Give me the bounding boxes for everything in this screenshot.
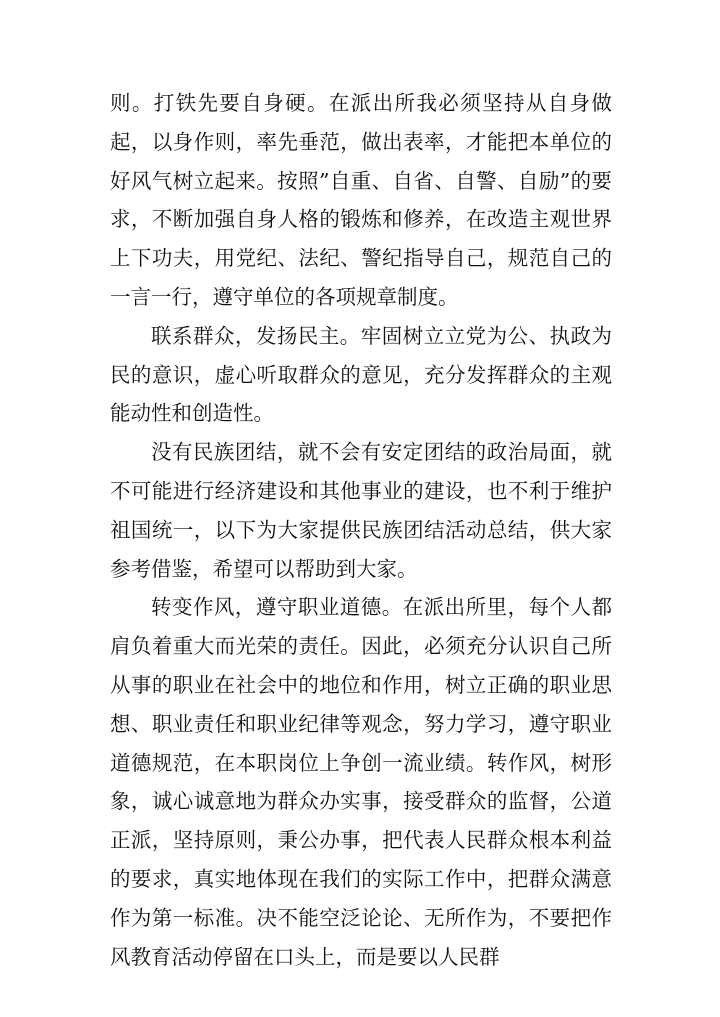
document-page [110, 84, 612, 976]
paragraph-4: 转变作风，遵守职业道德。在派出所里，每个人都肩负着重大而光荣的责任。因此，必须充分认识自己所从事的职业在社会中的地位和作用，树立正确的职业思想、职业责任和职业纪律等观念，努力学习，遵守职业道德规范，在本职岗位上争创一流业绩。转作风，树形象，诚心诚意地为群众办实事，接受群众的监督，公道正派，坚持原则，秉公办事，把代表人民群众根本利益的要求，真实地体现在我们的实际工作中，把群众满意作为第一标准。决不能空泛论论、无所作为，不要把作风教育活动停留在口头上，而是要以人民群 [110, 595, 612, 969]
paragraph-3: 没有民族团结，就不会有安定团结的政治局面，就不可能进行经济建设和其他事业的建设，也不利于维护祖国统一，以下为大家提供民族团结活动总结，供大家参考借鉴，希望可以帮助到大家。 [110, 440, 612, 581]
paragraph-2: 联系群众，发扬民主。牢固树立立党为公、执政为民的意识，虚心听取群众的意见，充分发挥群众的主观能动性和创造性。 [110, 323, 612, 426]
paragraph-1: 则。打铁先要自身硬。在派出所我必须坚持从自身做起，以身作则，率先垂范，做出表率，才能把本单位的好风气树立起来。按照”自重、自省、自警、自励”的要求，不断加强自身人格的锻炼和修养，在改造主观世界上下功夫，用党纪、法纪、警纪指导自己，规范自己的一言一行，遵守单位的各项规章制度。 [110, 91, 612, 309]
